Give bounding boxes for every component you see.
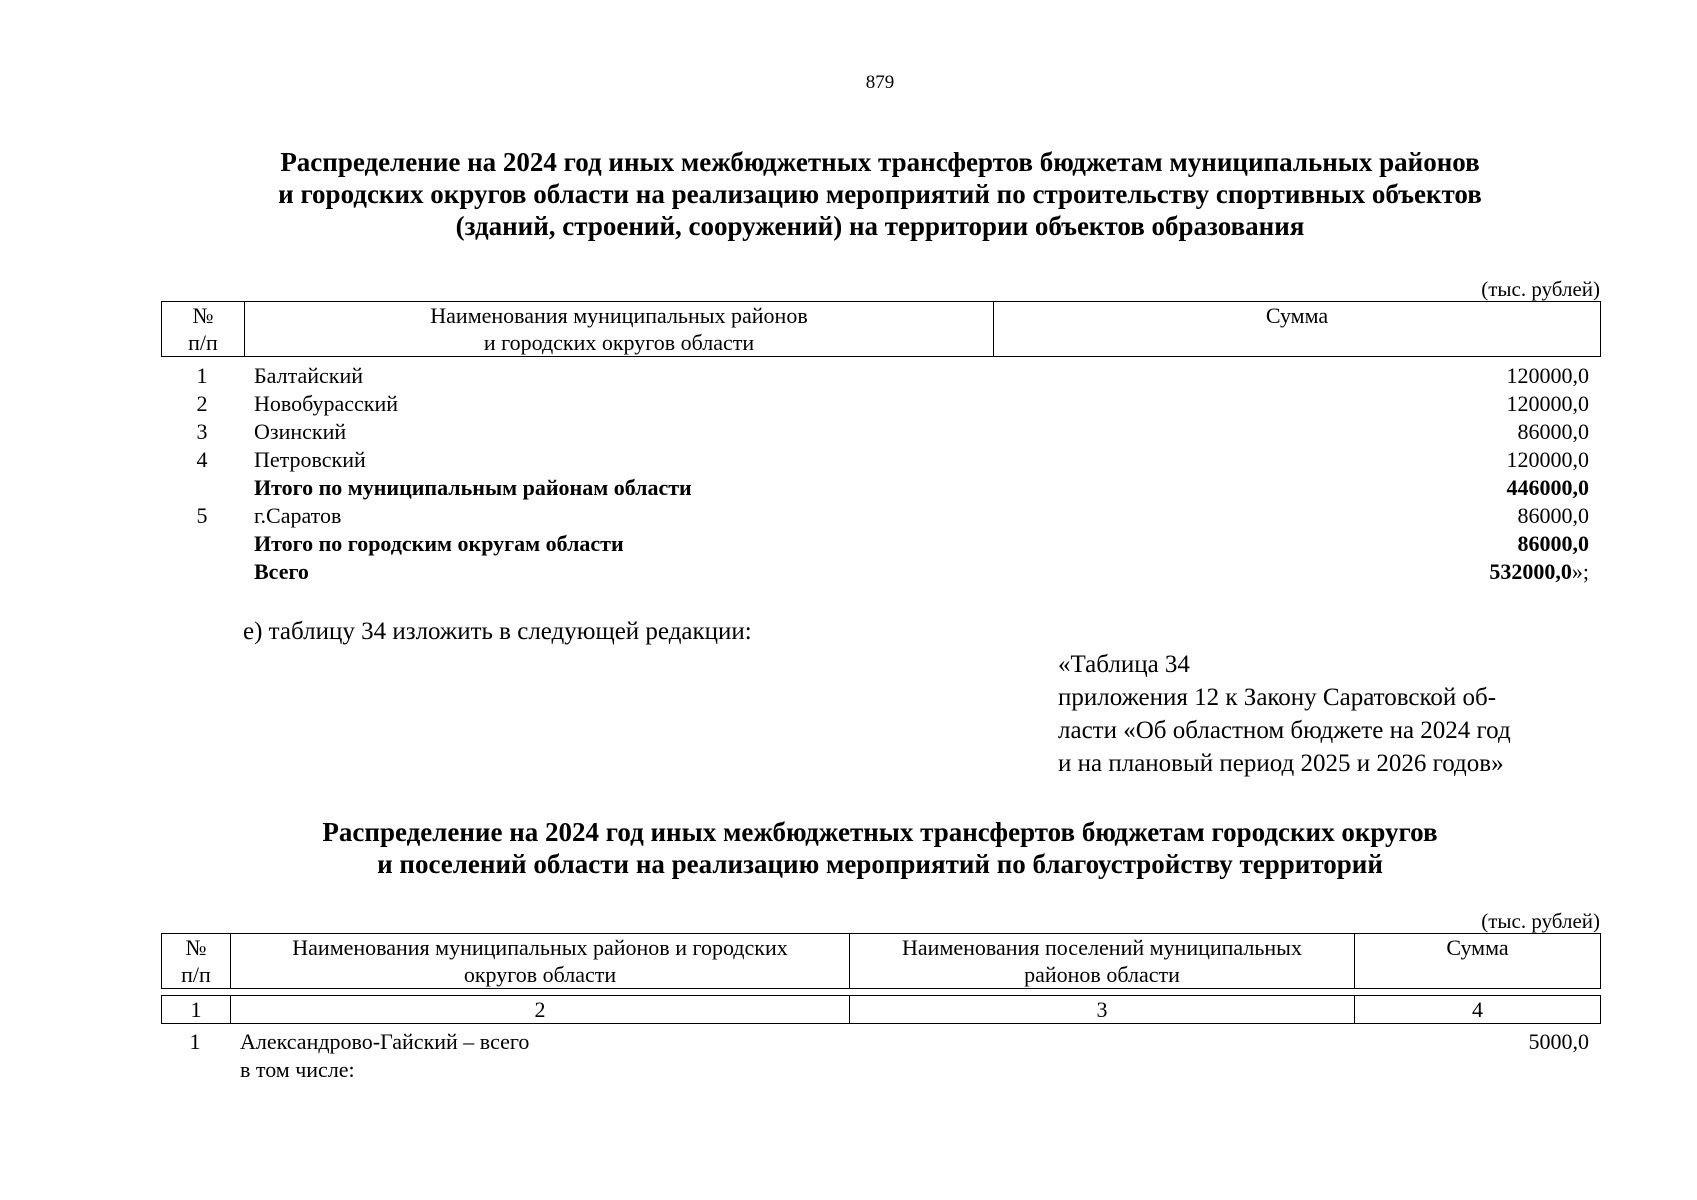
section2-units: (тыс. рублей) [1481,909,1600,933]
section2-header-table [161,933,1601,989]
header-name: Наименования муниципальных районов и городских округов области [245,302,994,357]
table-row: 1 Александрово-Гайский – всего 5000,0 [189,1029,1589,1054]
header-sum: Сумма [1355,934,1601,989]
table-row: 1 Балтайский 120000,0 [196,363,1589,388]
total-row: Всего 532000,0»; [254,559,1589,584]
header-num: № п/п [162,302,245,357]
header-settlement: Наименования поселений муниципальных районов области [850,934,1355,989]
section2-title-line: и поселений области на реализацию мероприятий по благоустройству территорий [377,849,1383,879]
section2-body-table [161,1028,1601,1084]
instruction-text: е) таблицу 34 изложить в следующей редакции: [243,618,752,645]
subtotal-row: Итого по городским округам области 86000,0 [254,531,1589,556]
table-row: 3 Озинский 86000,0 [196,419,1589,444]
header-num: № п/п [162,934,231,989]
index-cell: 2 [231,996,850,1024]
table-row: в том числе: [240,1057,355,1082]
header-sum: Сумма [994,302,1601,357]
header-district: Наименования муниципальных районов и городских округов области [231,934,850,989]
index-cell: 1 [162,996,231,1024]
table-row: 4 Петровский 120000,0 [196,447,1589,472]
index-cell: 3 [850,996,1355,1024]
index-cell: 4 [1355,996,1601,1024]
section1-units: (тыс. рублей) [1481,277,1600,301]
subtotal-row: Итого по муниципальным районам области 446000,0 [254,475,1589,500]
section1-title-line: (зданий, строений, сооружений) на территории объектов образования [455,211,1305,241]
table-row: 2 Новобурасский 120000,0 [196,391,1589,416]
section2-title [0,816,1697,880]
section2-index-table [161,995,1601,1024]
section1-title [0,146,1697,242]
section1-title-line: и городских округов области на реализацию мероприятий по строительству спортивных объектов [278,179,1482,209]
page-number: 879 [865,72,895,93]
section1-body-table [161,362,1601,586]
section2-title-line: Распределение на 2024 год иных межбюджетных трансфертов бюджетам городских округов [322,817,1438,847]
table-reference: «Таблица 34 приложения 12 к Закону Саратовской об- ласти «Об областном бюджете на 2024 год и на плановый период 2025 и 2026 годов» [1058,651,1511,777]
section1-header-table [161,301,1601,357]
table-row: 5 г.Саратов 86000,0 [196,503,1589,528]
section1-title-line: Распределение на 2024 год иных межбюджетных трансфертов бюджетам муниципальных районов [280,147,1480,177]
